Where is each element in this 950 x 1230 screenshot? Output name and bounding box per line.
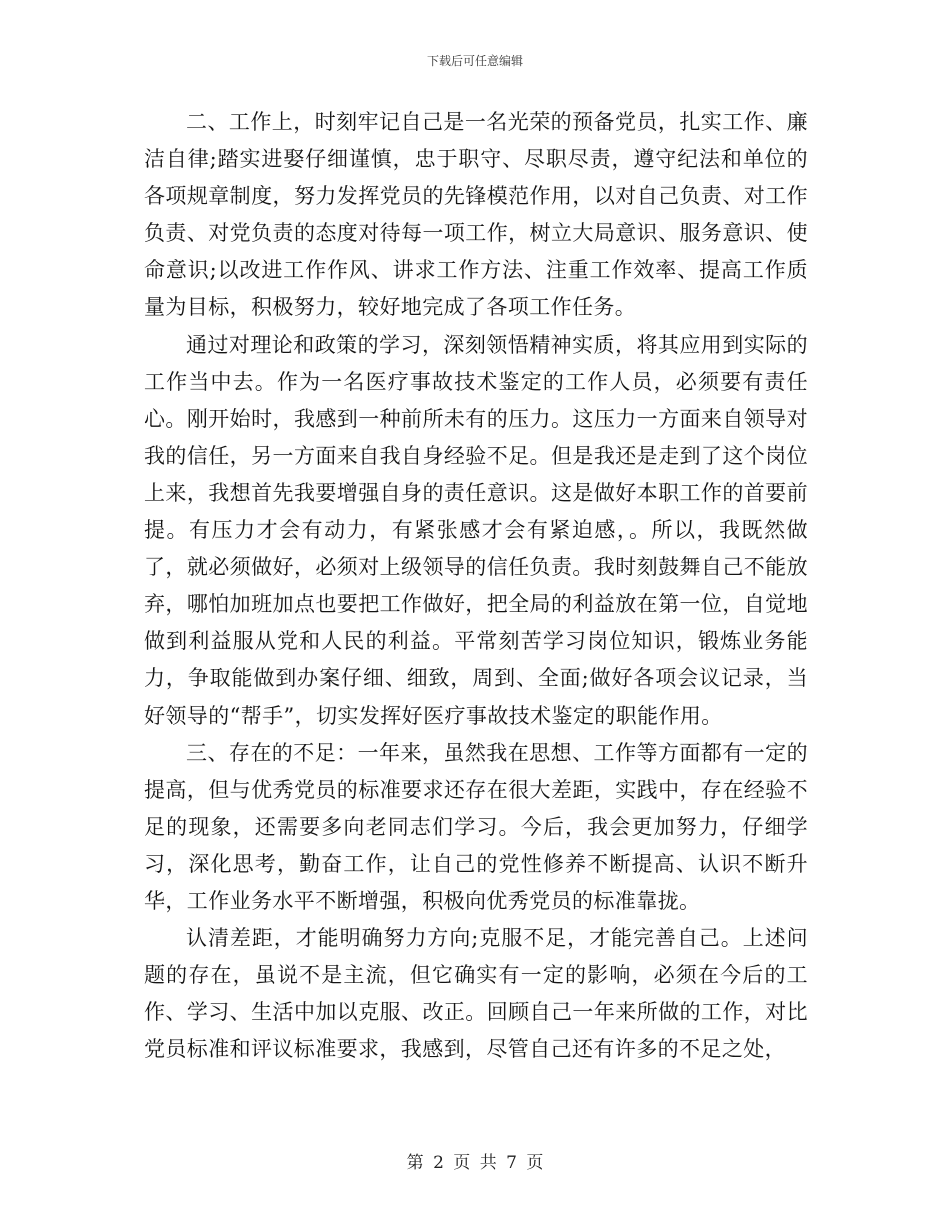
paragraph-reflection: 认清差距，才能明确努力方向;克服不足，才能完善自己。上述问题的存在，虽说不是主流，但它确实有一定的影响，必须在今后的工作、学习、生活中加以克服、改正。回顾自己一年来所做的工作，对比党员标准和评议标准要求，我感到，尽管自己还有许多的不足之处，	[144, 926, 808, 1062]
page-number-footer: 第 2 页 共 7 页	[406, 1153, 544, 1173]
paragraph-study: 通过对理论和政策的学习，深刻领悟精神实质，将其应用到实际的工作当中去。作为一名医疗事故技术鉴定的工作人员，必须要有责任心。刚开始时，我感到一种前所未有的压力。这压力一方面来自领导对我的信任，另一方面来自我自身经验不足。但是我还是走到了这个岗位上来，我想首先我要增强自身的责任意识。这是做好本职工作的首要前提。有压力才会有动力，有紧张感才会有紧迫感，。所以，我既然做了，就必须做好，必须对上级领导的信任负责。我时刻鼓舞自己不能放弃，哪怕加班加点也要把工作做好，把全局的利益放在第一位，自觉地做到利益服从党和人民的利益。平常刻苦学习岗位知识，锻炼业务能力，争取能做到办案仔细、细致，周到、全面;做好各项会议记录，当好领导的“帮手”，切实发挥好医疗事故技术鉴定的职能作用。	[144, 332, 808, 728]
paragraph-shortcomings: 三、存在的不足：一年来，虽然我在思想、工作等方面都有一定的提高，但与优秀党员的标准要求还存在很大差距，实践中，存在经验不足的现象，还需要多向老同志们学习。今后，我会更加努力，仔细学习，深化思考，勤奋工作，让自己的党性修养不断提高、认识不断升华，工作业务水平不断增强，积极向优秀党员的标准靠拢。	[144, 740, 808, 913]
paragraph-work: 二、工作上，时刻牢记自己是一名光荣的预备党员，扎实工作、廉洁自律;踏实进娶仔细谨慎，忠于职守、尽职尽责，遵守纪法和单位的各项规章制度，努力发挥党员的先锋模范作用，以对自己负责、对工作负责、对党负责的态度对待每一项工作，树立大局意识、服务意识、使命意识;以改进工作作风、讲求工作方法、注重工作效率、提高工作质量为目标，积极努力，较好地完成了各项工作任务。	[144, 110, 808, 320]
page-header: 下载后可任意编辑	[426, 54, 523, 68]
document-body	[144, 104, 808, 1068]
